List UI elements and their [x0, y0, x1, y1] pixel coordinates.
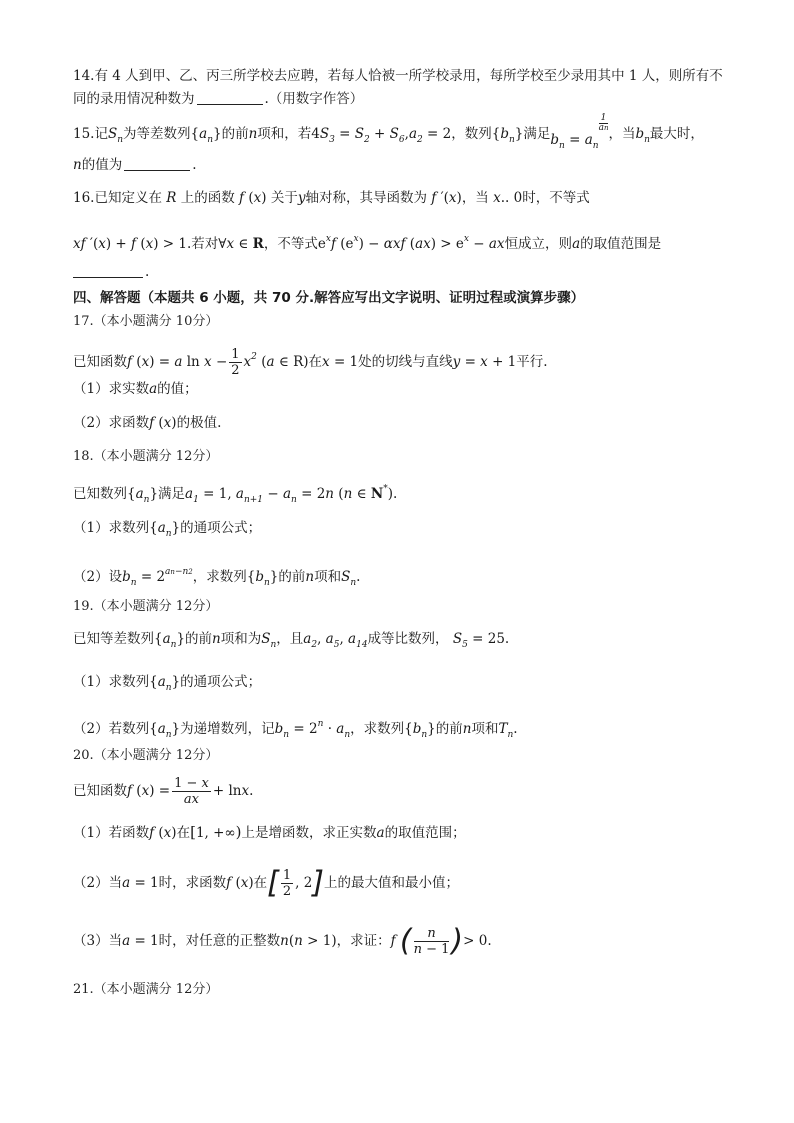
q20-part3: （3）当a = 1时，对任意的正整数n(n > 1)，求证：f ( $\frac{n}{n - 1}$ )> 0.: [73, 923, 492, 959]
q16-math-fpx: f ′(x): [431, 190, 462, 206]
q16-prefix: 16.已知定义在: [73, 190, 162, 206]
q20-p1-text: （1）若函数: [73, 825, 150, 841]
q18-math-an: $\{a_n\}$: [127, 486, 159, 505]
q19-p2-text-c: ，求数列: [350, 721, 405, 737]
q17-math-x1: x = 1: [322, 354, 359, 370]
q19-p2-math-n: n: [462, 721, 472, 737]
q19-math-an: $\{a_n\}$: [154, 631, 186, 650]
q19-text-2: 的前: [185, 631, 213, 647]
q16-line2: [73, 229, 734, 254]
q20-p1-math-interval: [1, +∞): [190, 823, 242, 841]
q19-p2-text: （2）若数列: [73, 721, 150, 737]
q18-p1-text: （1）求数列: [73, 520, 150, 536]
q15-math-n: n: [248, 126, 258, 142]
q21-header: 21.（本小题满分 12分）: [73, 982, 219, 997]
q16-text-3: 轴对称，其导函数为: [305, 190, 427, 206]
q15-math-n2: n: [73, 157, 82, 173]
q16-line1: 16.已知定义在 R 上的函数 f (x) 关于y轴对称，其导函数为 f ′(x)，当 x.. 0时，不等式: [73, 190, 590, 206]
q18-p2-math-bn: $b_n = 2^{an-n2}$: [122, 567, 193, 588]
q20-part1: [73, 822, 734, 843]
q16-math-fx: f (x): [239, 190, 267, 206]
q20-p2-math-interval: [ $\frac{1}{2}$ , 2]: [267, 865, 325, 901]
q17-header: 17.（本小题满分 10分）: [73, 314, 219, 329]
q15-text-4: ，数列: [451, 126, 492, 142]
q15-line2: n的值为 .: [73, 157, 197, 173]
q20-p2-text-b: 时，求函数: [158, 875, 227, 891]
q19-p2-text-b: 为递增数列，记: [180, 721, 275, 737]
q15-math-bn: $\{b_n\}$: [491, 126, 524, 145]
q16-math-a: a: [572, 236, 581, 252]
q19-math-terms: $a_2$, $a_5$, $a_{14}$: [303, 631, 368, 650]
q19-p2-text-d: 的前: [435, 721, 463, 737]
q18-header: 18.（本小题满分 12分）: [73, 449, 219, 464]
q18-p2-text: （2）设: [73, 569, 123, 585]
q20-p1-text-b: 在: [176, 825, 191, 841]
q14-text-1: 14.有 4 人到甲、乙、丙三所学校去应聘，若每人恰被一所学校录用，每所学校至少录用其中 1 人，则所有不: [73, 68, 723, 84]
q20-p2-math-a1: a = 1: [122, 875, 159, 891]
q19-header: 19.（本小题满分 12分）: [73, 599, 219, 614]
q15-text-7: 最大时，: [649, 126, 704, 142]
q15-math-bn-def: $b_n = a_n$ $^{\frac{1}{an}}$: [550, 113, 609, 151]
q15-text-6: ，当: [608, 126, 636, 142]
q19-p2-math-bn: $b_n = 2^n \cdot a_n$: [274, 719, 351, 740]
q16-text-5: 0时，不等式: [513, 190, 590, 206]
q18-math-rec: $a_1 = 1$, $a_{n+1} - a_n = 2n$ (n ∈ N*): [185, 484, 393, 505]
q20-p3-text-b: 时，对任意的正整数: [158, 933, 281, 949]
q18-text-1: 已知数列: [73, 486, 127, 502]
q19-p1-text-b: 的通项公式；: [180, 674, 262, 690]
q17-part2: [73, 413, 734, 433]
q18-p2-text-b: ，求数列: [192, 569, 247, 585]
q20-stem: 已知函数f (x) = $\frac{1 - x}{ax}$ + lnx.: [73, 776, 254, 807]
q19-text-1: 已知等差数列: [73, 631, 154, 647]
q15-text-5: 满足: [523, 126, 551, 142]
q15-line1: [73, 113, 734, 151]
q18-stem: 已知数列$\{a_n\}$满足$a_1 = 1$, $a_{n+1} - a_n = 2n$ (n ∈ N*).: [73, 484, 398, 505]
q17-p1-math: a: [149, 381, 158, 397]
q19-text-5: 成等比数列，: [367, 631, 449, 647]
q19-part1: [73, 672, 734, 698]
q19-math-n: n: [212, 631, 221, 647]
q14-text-2: 同的录用情况种数为: [73, 91, 195, 107]
q20-header: 20.（本小题满分 12分）: [73, 748, 219, 763]
q17-p1-text: （1）求实数: [73, 381, 150, 397]
q19-math-s5: $S_5 = 25$: [452, 631, 505, 650]
q15-math-cond: $4S_3 = S_2 + S_6,a_2 = 2$: [311, 126, 452, 145]
q14-line1: [73, 66, 734, 86]
q19-p1-math: $\{a_n\}$: [149, 674, 181, 693]
q16-math-R: R: [166, 190, 177, 206]
q18-p2-math-sn: $S_n$: [341, 569, 357, 588]
q14-line2: [73, 89, 734, 109]
q17-text-4: 平行.: [516, 354, 548, 370]
q20-p3-math-a1: a = 1: [122, 933, 159, 949]
q16-line3: .: [73, 262, 734, 282]
q20-p2-text-d: 上的最大值和最小值；: [324, 875, 460, 891]
q15-math-an: $\{a_n\}$: [190, 126, 222, 145]
section-heading: 四、解答题（本题共 6 小题，共 70 分.解答应写出文字说明、证明过程或演算步骤）: [73, 290, 585, 306]
q19-p2-math-tn: $T_n$: [498, 721, 514, 740]
q16-math-x: x: [493, 190, 501, 206]
q15-math-bn2: $b_n$: [635, 126, 650, 145]
q17-p2-math: f (x): [149, 415, 177, 431]
q20-p2-text: （2）当: [73, 875, 123, 891]
q18-p2-math-n: n: [305, 569, 315, 585]
q18-p2-text-c: 的前: [278, 569, 306, 585]
q20-part2: [73, 864, 734, 903]
q20-p3-math-n: n(n > 1): [280, 933, 337, 949]
q20-p1-math-a: a: [376, 825, 385, 841]
q20-p3-math-ineq: f ( $\frac{n}{n - 1}$ )> 0: [390, 923, 488, 959]
q18-p1-text-b: 的通项公式；: [180, 520, 262, 536]
q20-math-fdef: f (x) = $\frac{1 - x}{ax}$ + lnx: [127, 776, 250, 807]
q16-text-6: .若对: [187, 236, 219, 252]
q15-prefix: 15.记: [73, 126, 108, 142]
q18-p2-text-d: 项和: [314, 569, 342, 585]
q18-text-2: 满足: [158, 486, 186, 502]
q16-math-ineq2: $e^xf$ $(e^x) - \alpha xf$ $(ax) > e^x$ − ax: [317, 234, 505, 252]
q19-math-sn: $S_n$: [261, 631, 277, 650]
q16-answer-blank[interactable]: [73, 263, 143, 278]
q15-text-3: 项和，若: [257, 126, 312, 142]
q17-stem: [73, 347, 734, 378]
q20-p2-math-f: f (x): [226, 875, 254, 891]
q17-p2-text-b: 的极值.: [176, 415, 222, 431]
q20-p3-text: （3）当: [73, 933, 123, 949]
q18-p2-math-seq: $\{b_n\}$: [246, 569, 279, 588]
q19-p1-text: （1）求数列: [73, 674, 150, 690]
q15-text-8: 的值为: [81, 157, 123, 173]
q14-text-3: .（用数字作答）: [264, 91, 364, 107]
q15-text-2: 的前: [221, 126, 249, 142]
q15-answer-blank[interactable]: [124, 156, 190, 171]
q17-text-2: 在: [308, 354, 323, 370]
q20-p3-text-c: ，求证：: [336, 933, 391, 949]
q20-text-1: 已知函数: [73, 783, 127, 799]
q16-text-7: ，不等式: [263, 236, 318, 252]
q16-text-1: 上的函数: [180, 190, 235, 206]
q16-text-9: 的取值范围是: [580, 236, 662, 252]
q19-p2-math-an: $\{a_n\}$: [149, 721, 181, 740]
q17-text-3: 处的切线与直线: [358, 354, 453, 370]
q16-math-y: y: [297, 190, 306, 206]
q18-part2: （2）设$b_n = 2^{an-n2}$，求数列$\{b_n\}$的前n项和$S_n$.: [73, 567, 361, 588]
q14-answer-blank[interactable]: [197, 90, 263, 105]
q20-p1-text-d: 的取值范围；: [384, 825, 466, 841]
q16-text-8: 恒成立，则: [504, 236, 573, 252]
q19-part2: （2）若数列$\{a_n\}$为递增数列，记$b_n = 2^n \cdot a_n$，求数列$\{b_n\}$的前n项和$T_n$.: [73, 719, 518, 740]
q19-p2-math-seq: $\{b_n\}$: [404, 721, 436, 740]
q15-math-sn: $S_n$: [107, 126, 124, 145]
q20-p1-text-c: 上是增函数，求正实数: [241, 825, 377, 841]
q19-text-3: 项和为: [220, 631, 262, 647]
q17-p1-text-b: 的值；: [157, 381, 198, 397]
q18-p1-math: $\{a_n\}$: [149, 520, 181, 539]
q17-part1: [73, 379, 734, 399]
q16-math-forall: ∀x ∈ R: [218, 236, 264, 252]
q20-p1-math-f: f (x): [149, 825, 177, 841]
q19-p2-text-e: 项和: [471, 721, 499, 737]
q17-text-1: 已知函数: [73, 354, 127, 370]
q17-math-line: y = x + 1: [452, 354, 517, 370]
q17-p2-text: （2）求函数: [73, 415, 150, 431]
q19-text-4: ，且: [276, 631, 304, 647]
q16-text-4: ，当: [461, 190, 489, 206]
q19-stem: 已知等差数列$\{a_n\}$的前n项和为$S_n$，且$a_2$, $a_5$, $a_{14}$成等比数列， $S_5 = 25$.: [73, 631, 510, 650]
q15-text-1: 为等差数列: [123, 126, 191, 142]
q16-text-2: 关于: [270, 190, 298, 206]
q16-math-ineq1: xf ′(x) + f (x) > 1: [73, 236, 187, 252]
q17-math-fdef: f (x) = a ln x − $\frac{1}{2}$ $x^2$ (a ∈ R): [127, 347, 309, 378]
q18-part1: [73, 518, 734, 544]
q20-p2-text-c: 在: [253, 875, 268, 891]
